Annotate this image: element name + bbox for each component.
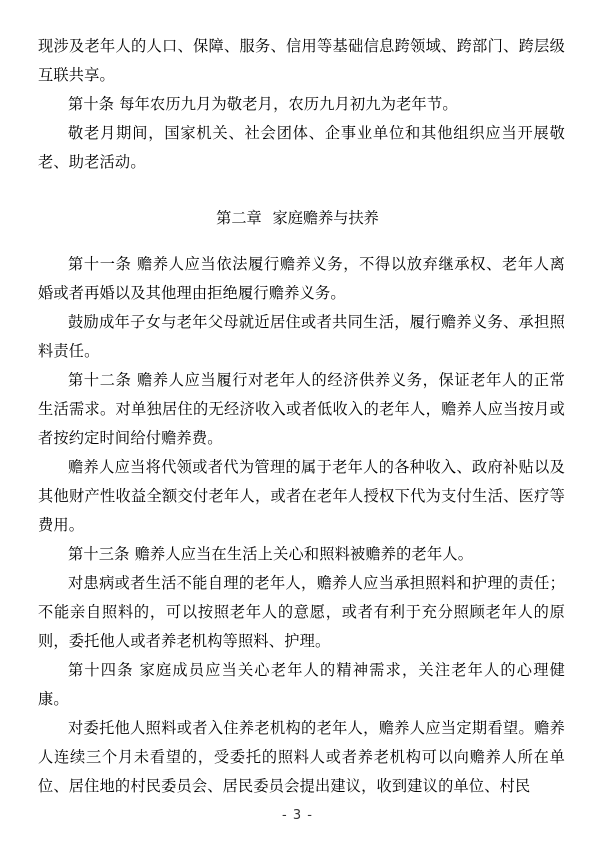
article-12-paragraph: 第十二条 赡养人应当履行对老年人的经济供养义务，保证老年人的正常生活需求。对单独居住的无经济收入或者低收入的老年人，赡养人应当按月或者按约定时间给付赡养费。 xyxy=(38,371,565,447)
chapter-heading: 第二章 家庭赡养与扶养 xyxy=(216,209,379,227)
page-number: - 3 - xyxy=(282,808,313,823)
body-paragraph: 赡养人应当将代领或者代为管理的属于老年人的各种收入、政府补贴以及其他财产性收益全额交付老年人，或者在老年人授权下代为支付生活、医疗等费用。 xyxy=(38,458,565,534)
body-paragraph: 现涉及老年人的人口、保障、服务、信用等基础信息跨领域、跨部门、跨层级互联共享。 xyxy=(38,37,565,84)
article-13-paragraph: 第十三条 赡养人应当在生活上关心和照料被赡养的老年人。 xyxy=(68,545,474,563)
article-11-paragraph: 第十一条 赡养人应当依法履行赡养义务，不得以放弃继承权、老年人离婚或者再婚以及其他理由拒绝履行赡养义务。 xyxy=(38,255,565,302)
body-paragraph: 敬老月期间，国家机关、社会团体、企事业单位和其他组织应当开展敬老、助老活动。 xyxy=(38,124,565,171)
article-14-paragraph: 第十四条 家庭成员应当关心老年人的精神需求，关注老年人的心理健康。 xyxy=(38,661,565,708)
body-paragraph: 对患病或者生活不能自理的老年人，赡养人应当承担照料和护理的责任；不能亲自照料的，可以按照老年人的意愿，或者有利于充分照顾老年人的原则，委托他人或者养老机构等照料、护理。 xyxy=(38,574,565,650)
article-10-paragraph: 第十条 每年农历九月为敬老月，农历九月初九为老年节。 xyxy=(68,95,458,113)
body-paragraph: 对委托他人照料或者入住养老机构的老年人，赡养人应当定期看望。赡养人连续三个月未看望的，受委托的照料人或者养老机构可以向赡养人所在单位、居住地的村民委员会、居民委员会提出建议，收到建议的单位、村民 xyxy=(38,719,565,795)
body-paragraph: 鼓励成年子女与老年父母就近居住或者共同生活，履行赡养义务、承担照料责任。 xyxy=(38,313,565,360)
